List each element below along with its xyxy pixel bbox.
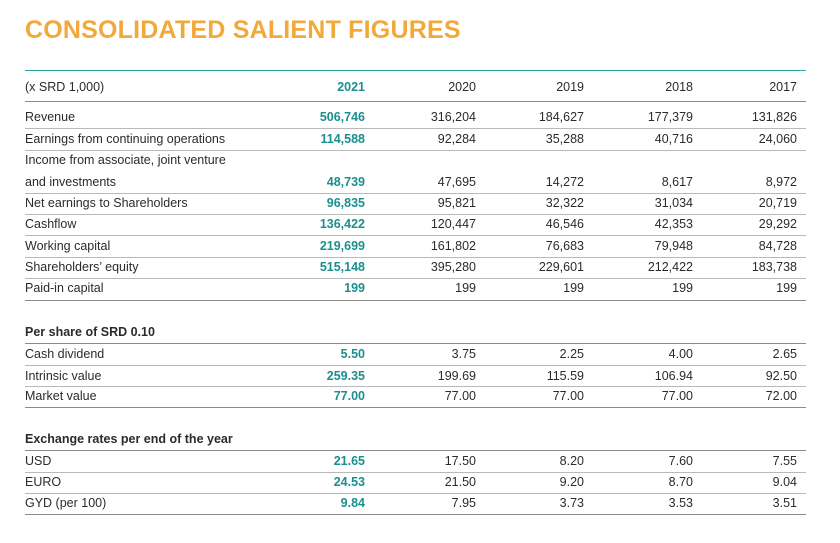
value-cell: 316,204 xyxy=(430,110,476,124)
table-row xyxy=(25,344,806,365)
value-cell: 199 xyxy=(563,281,584,295)
value-cell: 199 xyxy=(776,281,797,295)
value-cell: 3.73 xyxy=(559,496,584,510)
header-bottom-rule xyxy=(25,101,806,102)
year-header: 2017 xyxy=(769,80,797,94)
row-label: Revenue xyxy=(25,110,76,124)
row-label: Income from associate, joint venture xyxy=(25,153,226,167)
value-cell: 21.50 xyxy=(444,475,476,489)
value-cell: 24.53 xyxy=(333,475,365,489)
value-cell: 32,322 xyxy=(545,196,584,210)
value-cell: 40,716 xyxy=(654,132,693,146)
table-row xyxy=(25,493,806,514)
row-label: EURO xyxy=(25,475,62,489)
value-cell: 9.20 xyxy=(559,475,584,489)
value-cell: 77.00 xyxy=(444,389,476,403)
value-cell: 46,546 xyxy=(545,217,584,231)
value-cell: 106.94 xyxy=(654,369,693,383)
year-header: 2018 xyxy=(665,80,693,94)
value-cell: 5.50 xyxy=(340,347,365,361)
table-row xyxy=(25,451,806,472)
section-end-rule xyxy=(25,407,806,408)
value-cell: 29,292 xyxy=(758,217,797,231)
value-cell: 84,728 xyxy=(758,239,797,253)
table-row xyxy=(25,386,806,407)
table-row xyxy=(25,366,806,387)
row-label: and investments xyxy=(25,175,117,189)
value-cell: 8.70 xyxy=(668,475,693,489)
value-cell: 3.75 xyxy=(451,347,476,361)
row-label: Earnings from continuing operations xyxy=(25,132,226,146)
row-label: Intrinsic value xyxy=(25,369,102,383)
header-top-rule xyxy=(25,70,806,71)
value-cell: 3.53 xyxy=(668,496,693,510)
value-cell: 95,821 xyxy=(437,196,476,210)
table-row xyxy=(25,257,806,278)
year-header: 2021 xyxy=(337,80,365,94)
table-row xyxy=(25,193,806,214)
section-heading xyxy=(25,322,806,343)
value-cell: 47,695 xyxy=(437,175,476,189)
value-cell: 219,699 xyxy=(319,239,365,253)
value-cell: 17.50 xyxy=(444,454,476,468)
table-header-row xyxy=(25,77,806,98)
table-row xyxy=(25,472,806,493)
value-cell: 184,627 xyxy=(538,110,584,124)
unit-label: (x SRD 1,000) xyxy=(25,80,105,94)
value-cell: 92.50 xyxy=(765,369,797,383)
value-cell: 14,272 xyxy=(545,175,584,189)
value-cell: 199 xyxy=(455,281,476,295)
value-cell: 77.00 xyxy=(552,389,584,403)
value-cell: 48,739 xyxy=(326,175,365,189)
year-header: 2020 xyxy=(448,80,476,94)
value-cell: 199.69 xyxy=(437,369,476,383)
value-cell: 3.51 xyxy=(772,496,797,510)
exchange-heading: Exchange rates per end of the year xyxy=(25,432,233,446)
table-row xyxy=(25,172,806,193)
page-title: CONSOLIDATED SALIENT FIGURES xyxy=(25,16,461,44)
value-cell: 72.00 xyxy=(765,389,797,403)
section-heading xyxy=(25,429,806,450)
value-cell: 8,617 xyxy=(661,175,693,189)
table-row xyxy=(25,129,806,150)
value-cell: 96,835 xyxy=(326,196,365,210)
value-cell: 8.20 xyxy=(559,454,584,468)
value-cell: 79,948 xyxy=(654,239,693,253)
value-cell: 177,379 xyxy=(647,110,693,124)
value-cell: 77.00 xyxy=(661,389,693,403)
value-cell: 2.25 xyxy=(559,347,584,361)
value-cell: 199 xyxy=(344,281,365,295)
value-cell: 115.59 xyxy=(546,369,584,383)
value-cell: 42,353 xyxy=(654,217,693,231)
value-cell: 259.35 xyxy=(326,369,365,383)
value-cell: 120,447 xyxy=(430,217,476,231)
row-label: Shareholders’ equity xyxy=(25,260,139,274)
value-cell: 20,719 xyxy=(758,196,797,210)
value-cell: 515,148 xyxy=(319,260,365,274)
per-share-heading: Per share of SRD 0.10 xyxy=(25,325,155,339)
value-cell: 136,422 xyxy=(319,217,365,231)
value-cell: 21.65 xyxy=(333,454,365,468)
table-bottom-rule xyxy=(25,514,806,515)
value-cell: 161,802 xyxy=(430,239,476,253)
row-label: Cash dividend xyxy=(25,347,105,361)
value-cell: 183,738 xyxy=(751,260,797,274)
section-end-rule xyxy=(25,300,806,301)
table-row xyxy=(25,150,806,171)
value-cell: 229,601 xyxy=(538,260,584,274)
value-cell: 7.95 xyxy=(451,496,476,510)
value-cell: 9.84 xyxy=(340,496,365,510)
row-label: GYD (per 100) xyxy=(25,496,107,510)
value-cell: 506,746 xyxy=(319,110,365,124)
value-cell: 7.55 xyxy=(772,454,797,468)
value-cell: 114,588 xyxy=(320,132,365,146)
value-cell: 35,288 xyxy=(545,132,584,146)
table-row xyxy=(25,107,806,128)
value-cell: 77.00 xyxy=(333,389,365,403)
row-label: Paid-in capital xyxy=(25,281,104,295)
row-label: USD xyxy=(25,454,52,468)
value-cell: 76,683 xyxy=(545,239,584,253)
value-cell: 199 xyxy=(672,281,693,295)
value-cell: 212,422 xyxy=(647,260,693,274)
value-cell: 8,972 xyxy=(765,175,797,189)
value-cell: 395,280 xyxy=(430,260,476,274)
year-header: 2019 xyxy=(556,80,584,94)
table-row xyxy=(25,214,806,235)
value-cell: 24,060 xyxy=(758,132,797,146)
row-label: Cashflow xyxy=(25,217,77,231)
table-row xyxy=(25,278,806,299)
value-cell: 7.60 xyxy=(668,454,693,468)
value-cell: 9.04 xyxy=(772,475,797,489)
row-label: Market value xyxy=(25,389,97,403)
value-cell: 131,826 xyxy=(751,110,797,124)
row-label: Net earnings to Shareholders xyxy=(25,196,188,210)
value-cell: 31,034 xyxy=(654,196,693,210)
value-cell: 4.00 xyxy=(668,347,693,361)
value-cell: 92,284 xyxy=(437,132,476,146)
table-row xyxy=(25,236,806,257)
value-cell: 2.65 xyxy=(772,347,797,361)
row-label: Working capital xyxy=(25,239,111,253)
